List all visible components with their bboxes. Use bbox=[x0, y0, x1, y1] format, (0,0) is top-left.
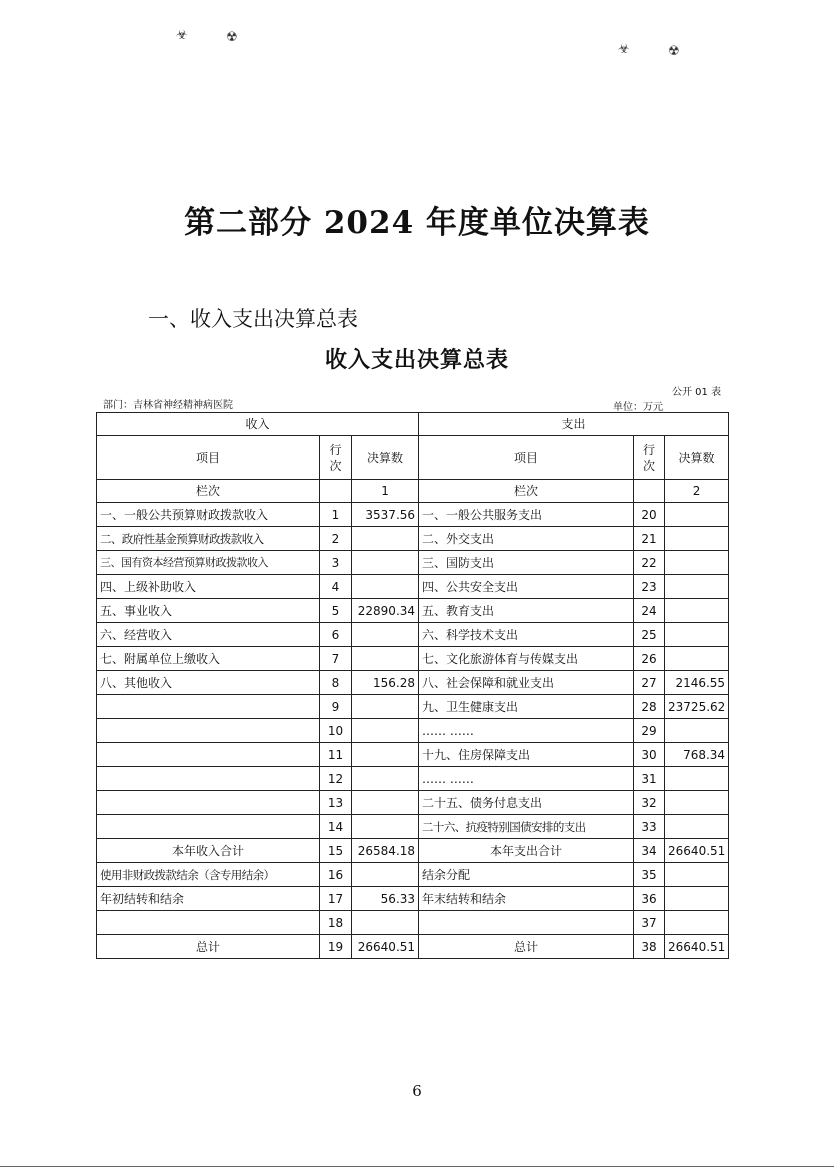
expense-amount-cell: 2146.55 bbox=[665, 671, 729, 695]
table-row bbox=[97, 767, 729, 791]
income-amount-cell bbox=[352, 911, 419, 935]
income-row-no-cell: 17 bbox=[320, 887, 352, 911]
expense-row-no-cell: 29 bbox=[634, 719, 665, 743]
income-amount-cell bbox=[352, 863, 419, 887]
table-row bbox=[97, 671, 729, 695]
expense-amount-cell bbox=[665, 767, 729, 791]
income-row-no-cell: 3 bbox=[320, 551, 352, 575]
income-item-cell: 八、其他收入 bbox=[97, 671, 320, 695]
income-column-number: 1 bbox=[352, 480, 419, 503]
table-row bbox=[97, 575, 729, 599]
income-row-no-cell: 15 bbox=[320, 839, 352, 863]
table-row bbox=[97, 719, 729, 743]
expense-amount-cell: 26640.51 bbox=[665, 839, 729, 863]
expense-amount-cell bbox=[665, 815, 729, 839]
expense-row-no-cell: 26 bbox=[634, 647, 665, 671]
summary-table-body bbox=[97, 503, 729, 959]
income-row-no-cell: 9 bbox=[320, 695, 352, 719]
expense-item-cell: 二十六、抗疫特别国债安排的支出 bbox=[419, 815, 634, 839]
expense-item-cell: 一、一般公共服务支出 bbox=[419, 503, 634, 527]
income-row-no-cell: 4 bbox=[320, 575, 352, 599]
income-row-no-cell: 2 bbox=[320, 527, 352, 551]
income-row-no-cell: 7 bbox=[320, 647, 352, 671]
expense-amount-cell bbox=[665, 887, 729, 911]
expense-row-no-cell: 38 bbox=[634, 935, 665, 959]
income-amount-cell: 26640.51 bbox=[352, 935, 419, 959]
expense-row-no-cell: 21 bbox=[634, 527, 665, 551]
income-amount-cell: 22890.34 bbox=[352, 599, 419, 623]
scan-mark-2: ☢ bbox=[226, 30, 238, 45]
income-item-cell bbox=[97, 743, 320, 767]
expense-amount-cell bbox=[665, 863, 729, 887]
income-expense-summary-table bbox=[96, 412, 729, 959]
scan-mark-1: ☣ bbox=[176, 28, 188, 43]
expense-amount-header: 决算数 bbox=[665, 436, 729, 480]
expense-amount-cell bbox=[665, 575, 729, 599]
income-item-cell: 本年收入合计 bbox=[97, 839, 320, 863]
expense-item-cell: 八、社会保障和就业支出 bbox=[419, 671, 634, 695]
expense-row-no-cell: 20 bbox=[634, 503, 665, 527]
income-item-cell bbox=[97, 791, 320, 815]
income-amount-cell bbox=[352, 767, 419, 791]
unit-label: 单位：万元 bbox=[613, 402, 663, 413]
table-row bbox=[97, 791, 729, 815]
expense-item-cell: 本年支出合计 bbox=[419, 839, 634, 863]
income-item-cell: 二、政府性基金预算财政拨款收入 bbox=[97, 527, 320, 551]
income-row-no-cell: 12 bbox=[320, 767, 352, 791]
table-row bbox=[97, 599, 729, 623]
expense-item-cell: 六、科学技术支出 bbox=[419, 623, 634, 647]
income-item-cell: 五、事业收入 bbox=[97, 599, 320, 623]
income-amount-cell: 156.28 bbox=[352, 671, 419, 695]
scan-mark-3: ☣ bbox=[618, 42, 630, 57]
income-item-cell bbox=[97, 695, 320, 719]
income-item-cell: 七、附属单位上缴收入 bbox=[97, 647, 320, 671]
expense-item-header: 项目 bbox=[419, 436, 634, 480]
expense-item-cell: 七、文化旅游体育与传媒支出 bbox=[419, 647, 634, 671]
income-amount-cell bbox=[352, 719, 419, 743]
table-row bbox=[97, 839, 729, 863]
expense-row-no-cell: 22 bbox=[634, 551, 665, 575]
table-title: 收入支出决算总表 bbox=[324, 347, 509, 373]
income-row-no-header bbox=[320, 436, 352, 480]
income-item-cell: 使用非财政拨款结余（含专用结余） bbox=[97, 863, 320, 887]
expense-amount-cell bbox=[665, 551, 729, 575]
row-no-header-line1: 行 bbox=[643, 442, 656, 457]
income-item-cell: 总计 bbox=[97, 935, 320, 959]
expense-item-cell: 五、教育支出 bbox=[419, 599, 634, 623]
expense-row-no-cell: 25 bbox=[634, 623, 665, 647]
income-amount-cell: 3537.56 bbox=[352, 503, 419, 527]
table-row bbox=[97, 647, 729, 671]
income-item-cell bbox=[97, 815, 320, 839]
table-row bbox=[97, 911, 729, 935]
expense-item-cell: …… …… bbox=[419, 719, 634, 743]
income-row-no-cell: 19 bbox=[320, 935, 352, 959]
expense-row-no-header bbox=[634, 436, 665, 480]
income-row-no-cell: 1 bbox=[320, 503, 352, 527]
expense-row-no-cell: 32 bbox=[634, 791, 665, 815]
income-group-header: 收入 bbox=[97, 413, 419, 436]
expense-column-blank bbox=[634, 480, 665, 503]
expense-amount-cell bbox=[665, 623, 729, 647]
row-no-header-line2: 次 bbox=[329, 458, 342, 473]
income-item-cell: 四、上级补助收入 bbox=[97, 575, 320, 599]
header-row-groups bbox=[97, 413, 729, 436]
expense-row-no-cell: 37 bbox=[634, 911, 665, 935]
income-amount-cell bbox=[352, 791, 419, 815]
table-row bbox=[97, 887, 729, 911]
form-code: 公开 01 表 bbox=[672, 387, 722, 398]
expense-amount-cell bbox=[665, 911, 729, 935]
table-row bbox=[97, 815, 729, 839]
expense-row-no-cell: 24 bbox=[634, 599, 665, 623]
expense-amount-cell bbox=[665, 527, 729, 551]
table-row bbox=[97, 863, 729, 887]
income-amount-cell bbox=[352, 647, 419, 671]
expense-item-cell: 九、卫生健康支出 bbox=[419, 695, 634, 719]
income-row-no-cell: 13 bbox=[320, 791, 352, 815]
income-amount-header: 决算数 bbox=[352, 436, 419, 480]
income-item-cell: 三、国有资本经营预算财政拨款收入 bbox=[97, 551, 320, 575]
scan-mark-4: ☢ bbox=[668, 44, 680, 59]
income-amount-cell: 26584.18 bbox=[352, 839, 419, 863]
expense-amount-cell bbox=[665, 719, 729, 743]
income-amount-cell bbox=[352, 551, 419, 575]
expense-amount-cell: 26640.51 bbox=[665, 935, 729, 959]
expense-item-cell: 四、公共安全支出 bbox=[419, 575, 634, 599]
income-item-cell: 一、一般公共预算财政拨款收入 bbox=[97, 503, 320, 527]
income-amount-cell: 56.33 bbox=[352, 887, 419, 911]
expense-row-no-cell: 31 bbox=[634, 767, 665, 791]
page-bottom-rule bbox=[0, 1166, 834, 1167]
expense-row-no-cell: 36 bbox=[634, 887, 665, 911]
income-amount-cell bbox=[352, 743, 419, 767]
income-amount-cell bbox=[352, 623, 419, 647]
expense-row-no-cell: 23 bbox=[634, 575, 665, 599]
section-title: 一、收入支出决算总表 bbox=[148, 307, 358, 331]
expense-item-cell: 二、外交支出 bbox=[419, 527, 634, 551]
expense-item-cell: …… …… bbox=[419, 767, 634, 791]
income-item-cell bbox=[97, 767, 320, 791]
income-item-cell bbox=[97, 911, 320, 935]
income-column-label: 栏次 bbox=[97, 480, 320, 503]
expense-amount-cell: 768.34 bbox=[665, 743, 729, 767]
income-row-no-cell: 5 bbox=[320, 599, 352, 623]
income-column-blank bbox=[320, 480, 352, 503]
income-row-no-cell: 10 bbox=[320, 719, 352, 743]
expense-item-cell: 三、国防支出 bbox=[419, 551, 634, 575]
table-row bbox=[97, 695, 729, 719]
income-row-no-cell: 8 bbox=[320, 671, 352, 695]
expense-row-no-cell: 35 bbox=[634, 863, 665, 887]
expense-row-no-cell: 28 bbox=[634, 695, 665, 719]
expense-amount-cell bbox=[665, 503, 729, 527]
income-row-no-cell: 6 bbox=[320, 623, 352, 647]
expense-item-cell: 十九、住房保障支出 bbox=[419, 743, 634, 767]
table-row bbox=[97, 623, 729, 647]
income-item-cell: 年初结转和结余 bbox=[97, 887, 320, 911]
expense-amount-cell bbox=[665, 647, 729, 671]
income-item-cell: 六、经营收入 bbox=[97, 623, 320, 647]
header-row-columns bbox=[97, 436, 729, 480]
expense-column-number: 2 bbox=[665, 480, 729, 503]
income-item-cell bbox=[97, 719, 320, 743]
part-title: 第二部分 2024 年度单位决算表 bbox=[184, 205, 650, 241]
income-row-no-cell: 16 bbox=[320, 863, 352, 887]
table-row bbox=[97, 551, 729, 575]
table-row bbox=[97, 527, 729, 551]
income-row-no-cell: 11 bbox=[320, 743, 352, 767]
page-number: 6 bbox=[412, 1082, 422, 1100]
expense-row-no-cell: 34 bbox=[634, 839, 665, 863]
expense-column-label: 栏次 bbox=[419, 480, 634, 503]
column-number-row bbox=[97, 480, 729, 503]
department-label: 部门：吉林省神经精神病医院 bbox=[103, 400, 233, 411]
expense-item-cell: 二十五、债务付息支出 bbox=[419, 791, 634, 815]
expense-row-no-cell: 33 bbox=[634, 815, 665, 839]
income-amount-cell bbox=[352, 527, 419, 551]
income-row-no-cell: 18 bbox=[320, 911, 352, 935]
table-row bbox=[97, 935, 729, 959]
row-no-header-line2: 次 bbox=[643, 458, 656, 473]
expense-row-no-cell: 30 bbox=[634, 743, 665, 767]
expense-amount-cell: 23725.62 bbox=[665, 695, 729, 719]
expense-item-cell: 年末结转和结余 bbox=[419, 887, 634, 911]
row-no-header-line1: 行 bbox=[329, 442, 342, 457]
expense-item-cell bbox=[419, 911, 634, 935]
table-row bbox=[97, 503, 729, 527]
income-row-no-cell: 14 bbox=[320, 815, 352, 839]
expense-row-no-cell: 27 bbox=[634, 671, 665, 695]
expense-group-header: 支出 bbox=[419, 413, 729, 436]
income-amount-cell bbox=[352, 695, 419, 719]
income-item-header: 项目 bbox=[97, 436, 320, 480]
expense-amount-cell bbox=[665, 791, 729, 815]
expense-item-cell: 结余分配 bbox=[419, 863, 634, 887]
expense-amount-cell bbox=[665, 599, 729, 623]
income-amount-cell bbox=[352, 575, 419, 599]
income-amount-cell bbox=[352, 815, 419, 839]
table-row bbox=[97, 743, 729, 767]
expense-item-cell: 总计 bbox=[419, 935, 634, 959]
